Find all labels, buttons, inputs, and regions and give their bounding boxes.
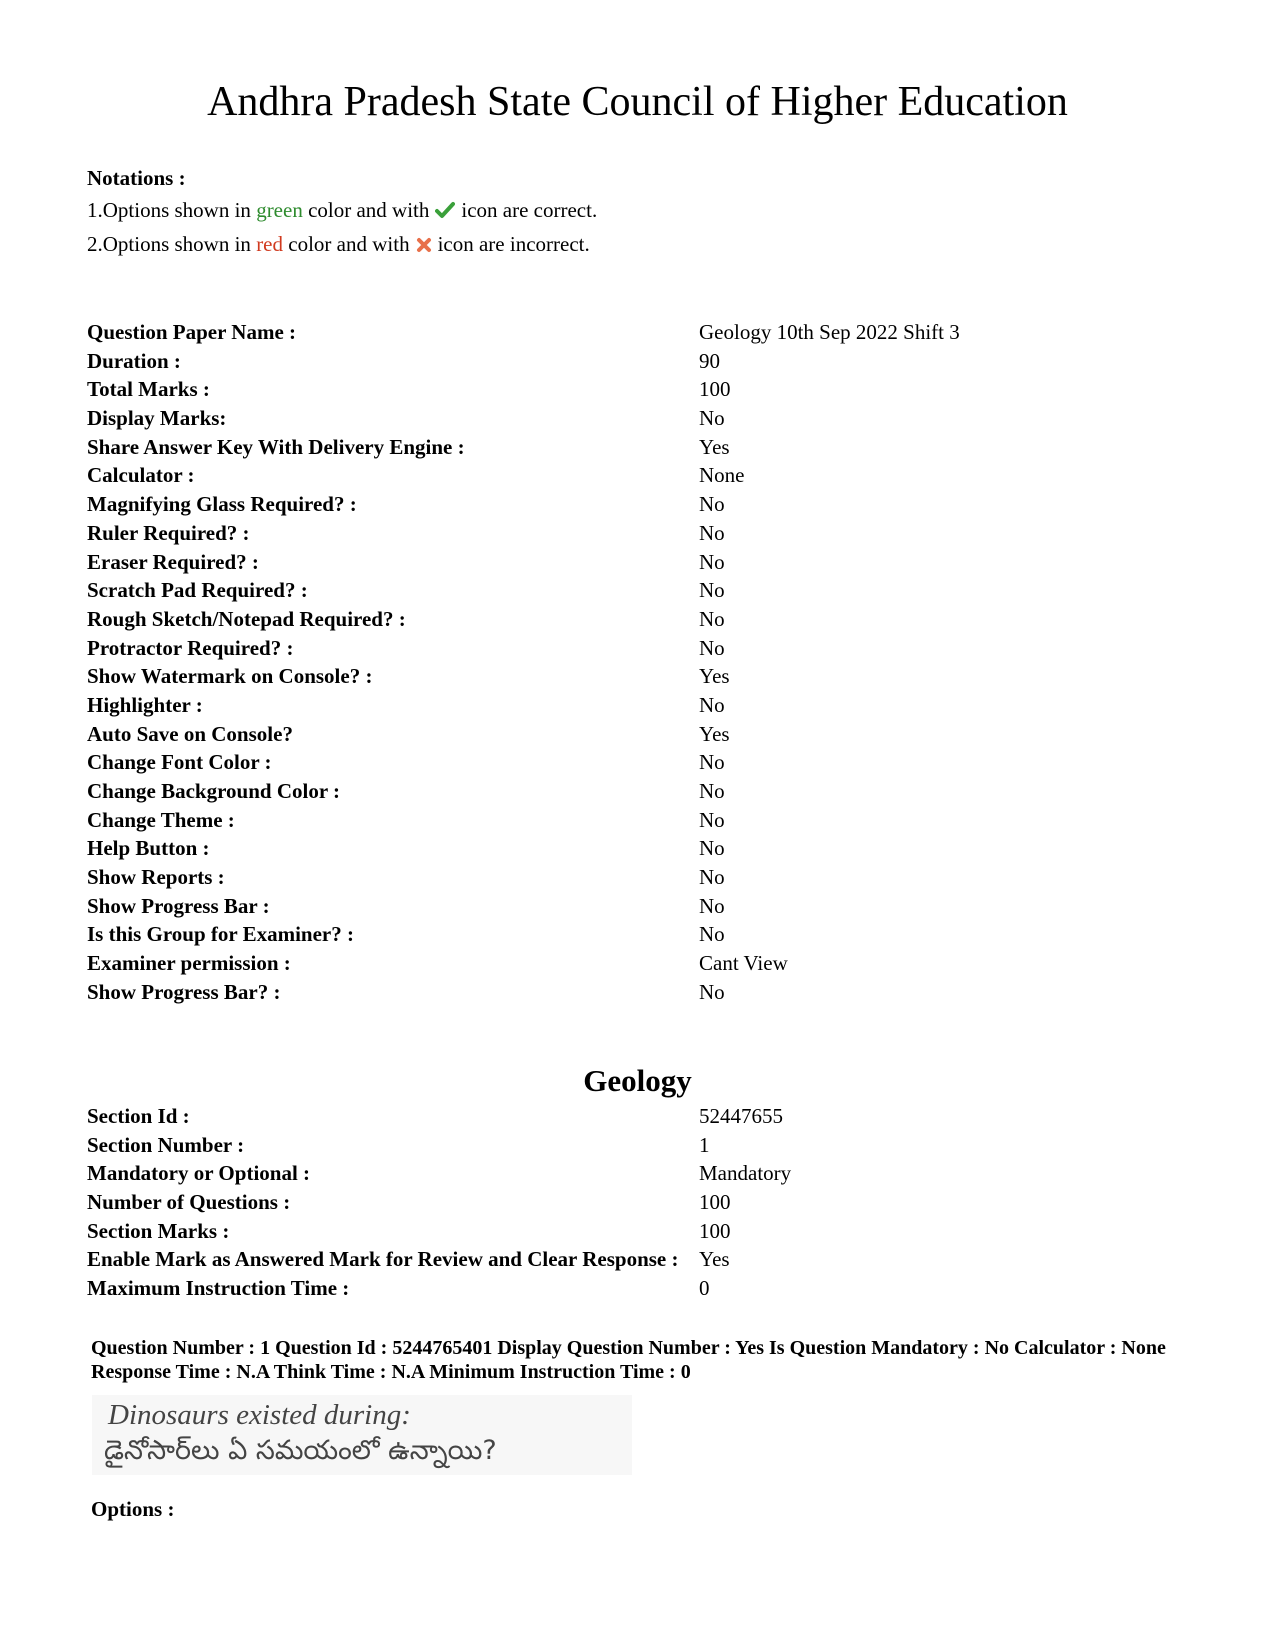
meta-label: Auto Save on Console? xyxy=(87,721,293,746)
meta-value: 1 xyxy=(699,1132,710,1157)
meta-label: Section Number : xyxy=(87,1132,245,1157)
meta-label: Number of Questions : xyxy=(87,1190,291,1215)
meta-value: No xyxy=(699,750,725,775)
meta-label: Show Watermark on Console? : xyxy=(87,664,373,689)
meta-label: Display Marks: xyxy=(87,406,227,431)
meta-value: No xyxy=(699,807,725,832)
meta-value: No xyxy=(699,578,725,603)
question-image xyxy=(92,1395,632,1475)
meta-label: Mandatory or Optional : xyxy=(87,1161,311,1186)
meta-value: None xyxy=(699,463,745,488)
meta-label: Rough Sketch/Notepad Required? : xyxy=(87,606,406,631)
green-word: green xyxy=(256,198,303,222)
meta-label: Scratch Pad Required? : xyxy=(87,578,308,603)
meta-label: Maximum Instruction Time : xyxy=(87,1276,350,1301)
meta-value: No xyxy=(699,893,725,918)
notation-text: 2.Options shown in xyxy=(87,232,251,256)
notation-text: icon are correct. xyxy=(461,198,598,222)
meta-value: 90 xyxy=(699,348,720,373)
meta-value: Yes xyxy=(699,434,730,459)
meta-label: Question Paper Name : xyxy=(87,320,297,344)
meta-value: No xyxy=(699,865,725,890)
meta-value: No xyxy=(699,692,725,717)
meta-label: Protractor Required? : xyxy=(87,635,294,660)
meta-label: Change Font Color : xyxy=(87,750,272,775)
notation-text: icon are incorrect. xyxy=(437,232,590,256)
meta-label: Duration : xyxy=(87,348,181,373)
meta-value: Mandatory xyxy=(699,1161,792,1186)
meta-value: Cant View xyxy=(699,951,788,976)
meta-value: No xyxy=(699,635,725,660)
meta-label: Change Background Color : xyxy=(87,779,341,803)
meta-label: Show Progress Bar : xyxy=(87,893,270,918)
meta-value: No xyxy=(699,836,725,861)
meta-label: Examiner permission : xyxy=(87,951,291,976)
meta-value: No xyxy=(699,606,725,631)
meta-value: 100 xyxy=(699,1218,731,1243)
notation-correct xyxy=(87,194,597,228)
meta-label: Show Progress Bar? : xyxy=(87,979,281,1004)
notation-text: color and with xyxy=(288,232,410,256)
meta-label: Ruler Required? : xyxy=(87,520,250,545)
cross-icon xyxy=(416,230,432,262)
meta-value: No xyxy=(699,406,725,431)
question-text-telugu: డైనోసార్‌లు ఏ సమయంలో ఉన్నాయి? xyxy=(104,1435,497,1466)
notations-heading: Notations : xyxy=(87,166,186,190)
notations xyxy=(87,162,597,262)
meta-value: 0 xyxy=(699,1276,710,1301)
meta-label: Calculator : xyxy=(87,463,195,488)
meta-label: Share Answer Key With Delivery Engine : xyxy=(87,434,465,459)
page-title: Andhra Pradesh State Council of Higher Education xyxy=(207,79,1068,125)
section-title: Geology xyxy=(583,1063,692,1098)
meta-value: No xyxy=(699,549,725,574)
meta-value: Geology 10th Sep 2022 Shift 3 xyxy=(699,320,960,344)
meta-label: Eraser Required? : xyxy=(87,549,259,574)
meta-label: Highlighter : xyxy=(87,692,203,717)
meta-label: Section Id : xyxy=(87,1104,190,1128)
meta-label: Total Marks : xyxy=(87,377,210,402)
meta-label: Show Reports : xyxy=(87,865,225,890)
red-word: red xyxy=(256,232,284,256)
meta-value: 100 xyxy=(699,1190,731,1215)
meta-value: 52447655 xyxy=(699,1104,783,1128)
meta-value: No xyxy=(699,492,725,517)
meta-value: Yes xyxy=(699,721,730,746)
meta-value: No xyxy=(699,922,725,947)
meta-label: Magnifying Glass Required? : xyxy=(87,492,357,517)
notation-text: 1.Options shown in xyxy=(87,198,251,222)
notation-text: color and with xyxy=(308,198,430,222)
meta-value: Yes xyxy=(699,1247,730,1272)
meta-value: No xyxy=(699,779,725,803)
meta-value: 100 xyxy=(699,377,731,402)
meta-label: Section Marks : xyxy=(87,1218,230,1243)
meta-value: Yes xyxy=(699,664,730,689)
meta-value: No xyxy=(699,520,725,545)
check-icon xyxy=(435,196,455,228)
meta-label: Change Theme : xyxy=(87,807,235,832)
meta-label: Is this Group for Examiner? : xyxy=(87,922,354,947)
notation-incorrect xyxy=(87,228,597,262)
meta-label: Enable Mark as Answered Mark for Review and Clear Response : xyxy=(87,1247,679,1272)
question-header: Question Number : 1 Question Id : 5244765401 Display Question Number : Yes Is Question Mandatory : No Calculator : None Response Time : N.A Think Time : N.A Minimum Instruction Time : 0 xyxy=(91,1337,1166,1383)
options-label: Options : xyxy=(91,1497,175,1521)
question-text-english: Dinosaurs existed during: xyxy=(108,1399,411,1431)
meta-value: No xyxy=(699,979,725,1004)
meta-label: Help Button : xyxy=(87,836,210,861)
